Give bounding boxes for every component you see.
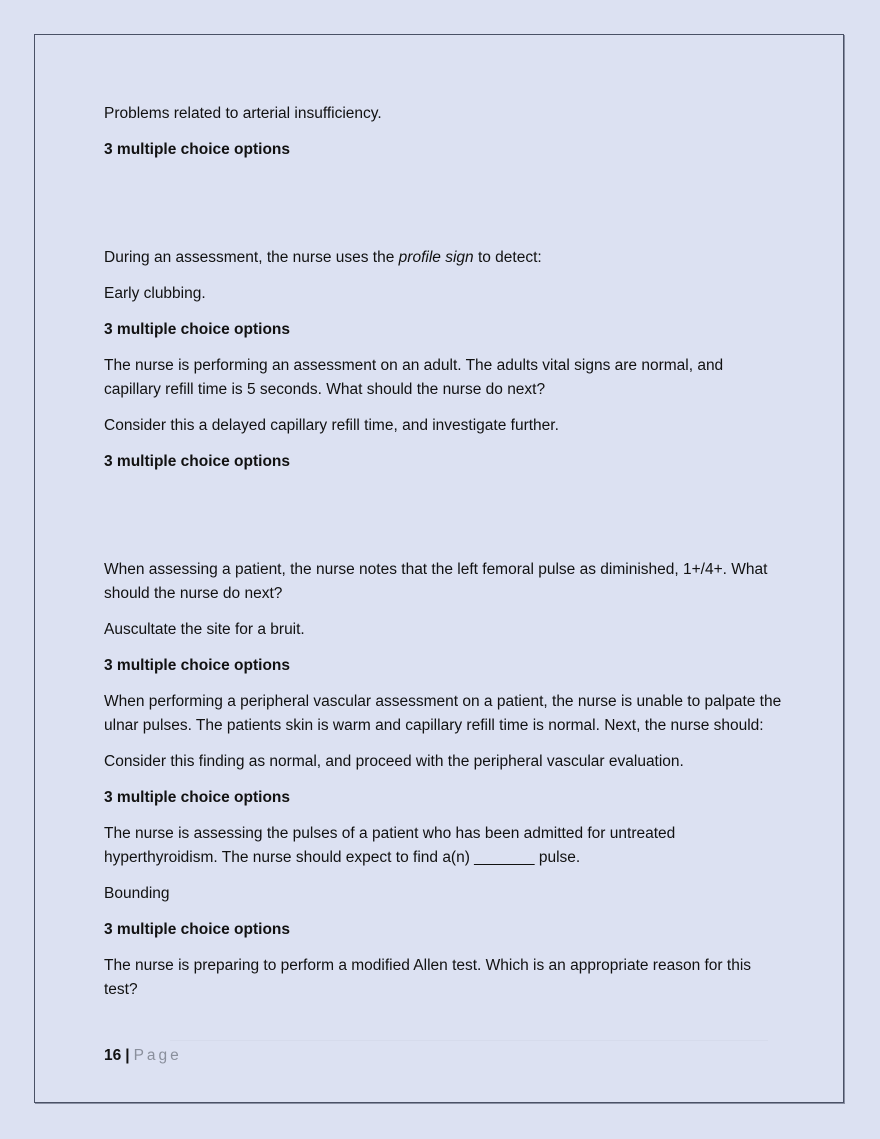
answer-text: Early clubbing.: [104, 285, 206, 302]
options-label: 3 multiple choice options: [104, 453, 291, 470]
question-text-part: During an assessment, the nurse uses the: [104, 249, 399, 266]
options-label: 3 multiple choice options: [104, 921, 291, 938]
options-label: 3 multiple choice options: [104, 321, 291, 338]
options-label: 3 multiple choice options: [104, 657, 291, 674]
question-text: The nurse is assessing the pulses of a patient who has been admitted for untreated hyperthyroidism. The nurse should expect to find a(n) _______ pulse.: [104, 825, 676, 866]
options-label: 3 multiple choice options: [104, 789, 291, 806]
question-text: [104, 246, 784, 270]
question-text: When performing a peripheral vascular assessment on a patient, the nurse is unable to palpate the ulnar pulses. The patients skin is warm and capillary refill time is normal. Next, the nurse should:: [104, 693, 782, 734]
answer-text: Bounding: [104, 885, 170, 902]
answer-text: Problems related to arterial insufficiency.: [104, 105, 382, 122]
footer-divider: [170, 1040, 768, 1041]
footer-separator: |: [125, 1047, 130, 1064]
spacer: [104, 486, 784, 558]
question-text: The nurse is preparing to perform a modified Allen test. Which is an appropriate reason for this test?: [104, 957, 752, 998]
question-text-part: to detect:: [473, 249, 542, 266]
question-text: When assessing a patient, the nurse notes that the left femoral pulse as diminished, 1+/4+. What should the nurse do next?: [104, 561, 768, 602]
spacer: [104, 174, 784, 246]
options-label: 3 multiple choice options: [104, 141, 291, 158]
page-number: 16: [104, 1047, 122, 1064]
document-body: [104, 102, 784, 1014]
question-text: The nurse is performing an assessment on an adult. The adults vital signs are normal, and capillary refill time is 5 seconds. What should the nurse do next?: [104, 357, 724, 398]
answer-text: Consider this a delayed capillary refill time, and investigate further.: [104, 417, 559, 434]
question-italic-term: profile sign: [398, 249, 474, 266]
page-footer: [104, 1044, 182, 1068]
page-label: Page: [133, 1047, 182, 1064]
answer-text: Consider this finding as normal, and proceed with the peripheral vascular evaluation.: [104, 753, 684, 770]
answer-text: Auscultate the site for a bruit.: [104, 621, 305, 638]
